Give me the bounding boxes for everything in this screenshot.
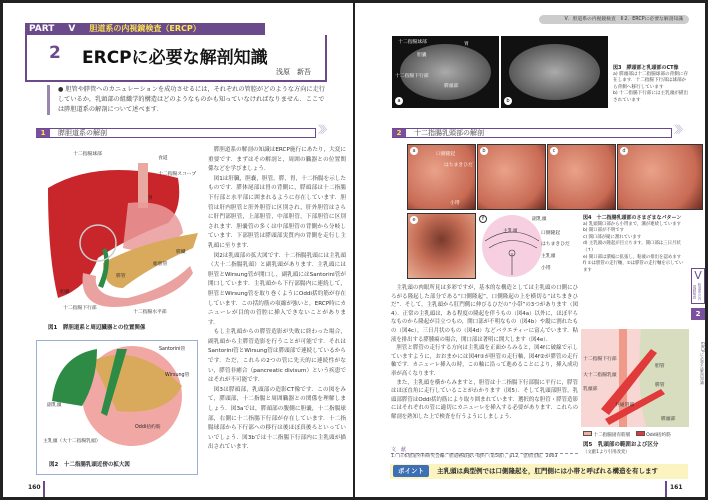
label-santorini: Santorini管 <box>159 347 186 352</box>
body-text-left <box>208 146 346 453</box>
label: 小帯 <box>541 266 551 271</box>
caption-item: b) 十二指腸下行部には主乳頭が描出されています <box>613 91 689 103</box>
paragraph: また，主乳頭を横からみますと，胆管は十二指腸下行部腸に平行に，膵管はほぼ直角に走行していることがわかります（図5）．そして乳頭部胆管，乳頭部膵管はOddi括約筋により取り囲まれています．選択的な胆管・膵管造影にはそれぞれの管に適切にカニューレを挿入する必要があります．これらの解剖を熟知した上で検査を行うようにしましょう． <box>391 379 578 420</box>
paragraph: 図1は肝臓，胆嚢，胆管，膵，胃，十二指腸を示したものです．膵体尾部は胃の背側に，膵頭部は十二指腸下行部と水平部に囲まれるように存在しています．胆管は肝内胆管と肝外胆管に区別され，肝外胆管はさらに肝門部胆管，上部胆管，中部胆管，下部胆管に区別されます．胆嚢管の多くは中部胆管の背側から分岐しています．下部胆管は膵頭部実質内の背側を走行し主乳頭に至ります． <box>208 175 346 249</box>
label-duodenum-descending: 十二指腸下行部 <box>63 306 97 311</box>
side-tab-part-numeral: Ⅴ <box>694 269 702 282</box>
endoscopy-image-d <box>617 144 703 210</box>
label: 共通管部 <box>615 403 635 408</box>
figure-3-title: 図3 膵頭部と乳頭部のCT像 <box>613 65 679 71</box>
body-text-right <box>391 284 578 422</box>
label-minor-papilla: 副乳頭 <box>47 403 62 408</box>
label: 副乳頭 <box>532 217 547 222</box>
caption-item: e) 開口部は潰瘍に拡張し，粘液の排出を認めます <box>583 254 682 260</box>
label: 大十二指腸乳頭 <box>583 373 617 378</box>
label: 口側隆起 <box>436 152 456 157</box>
running-header: Ⅴ．胆道系の内視鏡検査 Ⅱ 2．ERCPに必要な解剖知識 <box>539 15 689 24</box>
panel-label: c <box>550 147 558 155</box>
paragraph: 図2は乳頭部の拡大図です．十二指腸乳頭には主乳頭（大十二指腸乳頭）と副乳頭があります．主乳頭には胆管とWirsung管が開口し，副乳頭にはSantorini管が開口しています．主乳頭から下行部腸内に連続して，胆管とWirsung管を取り巻くようにOddi括約筋が存在しています．この括約筋の収縮が強いと，ERCP時にカニューレが目的の管腔に挿入できないことがあります． <box>208 252 346 326</box>
label: はちまきひだ <box>541 242 570 247</box>
ct-image-a <box>392 36 499 108</box>
label: 膵頭部 <box>661 417 676 422</box>
label-wirsung: Wirsung管 <box>165 373 190 378</box>
label: 口側隆起 <box>541 231 561 236</box>
page-number: 160 <box>28 484 41 491</box>
author: 浅原 新吾 <box>276 68 311 76</box>
label: 十二指腸球部 <box>398 40 427 45</box>
figure-1-caption: 図1 膵胆道系と周辺臓器との位置関係 <box>48 325 146 331</box>
panel-label: d <box>620 147 628 155</box>
part-numeral: Ⅴ <box>68 24 76 34</box>
papilla-schema <box>477 213 547 279</box>
side-tab-chapter[interactable] <box>691 308 705 320</box>
intro-summary: ● 胆管や膵管へのカニュレーションを成功させるには，それぞれの管腔がどのような方向に走行しているか，乳頭部の組織学的構造はどのようなものかも知っていなければなりません．ここでは膵胆道系の解剖について述べます． <box>47 85 327 115</box>
label: 膵管 <box>655 383 665 388</box>
chapter-number: 2 <box>49 43 61 63</box>
label-oddi: Oddi括約筋 <box>135 425 161 430</box>
label: 胃 <box>464 42 469 47</box>
point-text: 主乳頭は典型例では口側隆起を，肛門側には小帯と呼ばれる構造を有します <box>437 467 658 475</box>
section-number: 1 <box>36 129 50 137</box>
label: 膵頭部 <box>444 84 459 89</box>
label: はちまきひだ <box>444 163 473 168</box>
paragraph: 膵胆道系の解剖の知識はERCP施行にあたり，大変に重要です．まずはその解剖と，周囲の臓器との位置関係などを学びましょう． <box>208 147 346 173</box>
part-title: 胆道系の内視鏡検査（ERCP） <box>89 24 201 33</box>
side-tab-part[interactable] <box>691 268 705 304</box>
panel-label: e <box>410 216 418 224</box>
paragraph: 主乳頭の肉眼所見は多彩ですが，基本的な構造としては主乳頭の口側にひろがる隆起した部分である“口側隆起”，口側隆起の上を横切る“はちまきひだ”．そして，主乳頭から肛門側に伸びるひだの“小帯”の3つがあります（図4）．正常の主乳頭は，ある程度の隆起を伴うもの（図4a）以外に，ほぼ平らなものから隆起が目立つもの，開口部が不明なもの（図4b）や縦に割れたもの（図4c），三日月状のもの（図4d）などバラエティーに富んでいます．粘液を排出する膵腫瘍の場合，開口部は著明に開大します（図4e）． <box>391 285 578 343</box>
figure-5-caption: 図5 乳頭部の範囲および区分 <box>583 442 659 448</box>
legend-label: Oddi括約筋 <box>646 433 671 438</box>
legend-label: 十二指腸固有筋層 <box>593 433 631 438</box>
reference-item: 1）日本胆道外科研究会編：胆道癌取扱い規約（第5版），p12，金原出版，2003 <box>391 454 558 459</box>
part-header <box>25 23 265 35</box>
figure-1-anatomy <box>8 148 203 318</box>
figure-5-note: （文献1より引用改変） <box>583 450 630 455</box>
panel-label: f <box>479 215 487 223</box>
page-number-bar <box>43 481 45 497</box>
label: 十二指腸下行部 <box>395 74 429 79</box>
label-stomach: 胃 <box>148 196 153 201</box>
panel-label: b <box>480 147 488 155</box>
figure-4-title: 図4 十二指腸乳頭部のさまざまなパターン <box>583 215 682 221</box>
section-title: 膵胆道系の解剖 <box>58 129 107 137</box>
left-page <box>3 3 353 497</box>
label: 十二指腸下行部 <box>583 357 617 362</box>
endoscopy-image-b <box>477 144 546 210</box>
label: 小帯 <box>450 201 460 206</box>
legend-swatch-muscle <box>583 431 592 436</box>
chevron-icon: 〉〉〉 <box>318 125 329 136</box>
paragraph: 胆管と膵管の走行する方向は主乳頭を正面からみると，図4fに破線で示していますように，おおまかには図4f①が胆管の走行軸，図4f②が膵管の走行軸です．カニューレ挿入の時，この軸に沿って進めることにより，挿入成功率が高くなります． <box>391 345 578 377</box>
references-heading: 文 献 <box>391 447 578 454</box>
panel-label: a <box>410 147 418 155</box>
caption-item: d) 主乳頭の隆起が目立ちます，開口部は三日月状（↑） <box>583 241 681 253</box>
label-duodenum-horizontal: 十二指腸水平部 <box>133 310 167 315</box>
caption-item: b) 開口部が不明です <box>583 228 625 234</box>
label-gallbladder: 胆嚢 <box>60 290 70 295</box>
figure-5-diagram <box>581 329 689 427</box>
point-box <box>390 464 688 479</box>
panel-label: b <box>504 97 512 105</box>
section-heading-1 <box>36 125 329 138</box>
figure-4-caption <box>583 215 687 274</box>
section-number: 2 <box>392 129 406 137</box>
side-tab-chapter-text: ERCPに必要な解剖知識 <box>700 341 705 385</box>
page-number: 161 <box>670 484 683 491</box>
label: 主乳頭 <box>541 254 556 259</box>
label: 胆管 <box>655 364 665 369</box>
chapter-title: ERCPに必要な解剖知識 <box>82 48 268 68</box>
label-pancreatic-duct: 膵管 <box>116 274 126 279</box>
endoscopy-image-a <box>407 144 476 210</box>
caption-item: a) 乳頭開口部から小帯まで，溝が連続しています <box>583 221 681 227</box>
label: 主乳頭 <box>503 229 518 234</box>
legend-swatch-oddi <box>636 431 645 436</box>
ct-image-b <box>501 36 608 108</box>
label-duodenoscope: 十二指腸スコープ <box>158 172 197 177</box>
figure-3-caption <box>613 65 689 104</box>
endoscopy-image-c <box>547 144 616 210</box>
figure-2-papilla <box>36 340 198 475</box>
page-number-bar <box>665 481 667 497</box>
part-label: PART <box>29 24 55 34</box>
figure-2-caption: 図2 十二指腸乳頭近傍の拡大図 <box>49 462 130 468</box>
chapter-title-box <box>25 35 327 82</box>
label-major-papilla: 主乳頭（大十二指腸乳頭） <box>43 439 101 444</box>
right-page <box>355 3 705 497</box>
label-cbd: 総胆管 <box>153 262 168 267</box>
papilla-section-illustration <box>581 329 689 427</box>
panel-label: a <box>395 97 403 105</box>
label-esophagus: 食道 <box>158 156 168 161</box>
point-badge: ポイント <box>393 465 429 477</box>
references <box>391 447 578 460</box>
papilla-schema-f <box>477 213 577 279</box>
figure-5-legend <box>583 431 671 438</box>
side-tab-part-text: 胆道系の内視鏡検査 <box>693 283 702 301</box>
section-heading-2 <box>392 125 685 138</box>
chevron-icon: 〉〉〉 <box>674 125 685 136</box>
section-title: 十二指腸乳頭部の解剖 <box>414 129 484 137</box>
label-pancreas: 膵臓 <box>176 250 186 255</box>
label-duodenal-bulb: 十二指腸球部 <box>73 152 102 157</box>
endoscopy-image-e <box>407 213 476 279</box>
caption-item: a) 膵頭部は十二指腸球部の背側に存在します．十二指腸下行部は球部から背側へ移行しています <box>613 71 688 90</box>
caption-item: c) 開口部が縦に割れています <box>583 234 642 240</box>
label: 乳頭部 <box>583 387 598 392</box>
paragraph: もし主乳頭からの膵管造影が失敗に終わった場合，副乳頭から主膵管造影を行うことが可能です．それはSantorini管とWirsung管は膵頭部で連続しているからです．ただ，これらの2つの管に先天的に連続性がない，膵管非癒合（pancreatic divisum）という疾患ではそれが不可能です． <box>208 329 346 384</box>
label: 胆嚢 <box>417 53 427 58</box>
paragraph: 図3は膵頭部，乳頭部の造影CT像です．この図をみて，膵頭部，十二指腸と周囲臓器との関係を理解しましょう．図3aでは，膵頭部の腹側に胆嚢，十二指腸球部，右側に十二指腸下行部が存在しています．十二指腸球部から下行部への移行は後ほぼ真後ろといっていいでしょう．図3bでは十二指腸下行部内に主乳頭が描出されています． <box>208 386 346 451</box>
side-tab-chapter-number: 2 <box>695 310 701 318</box>
caption-item: f) ①は胆管の走行軸，②は膵管の走行軸を示しています <box>583 261 684 273</box>
